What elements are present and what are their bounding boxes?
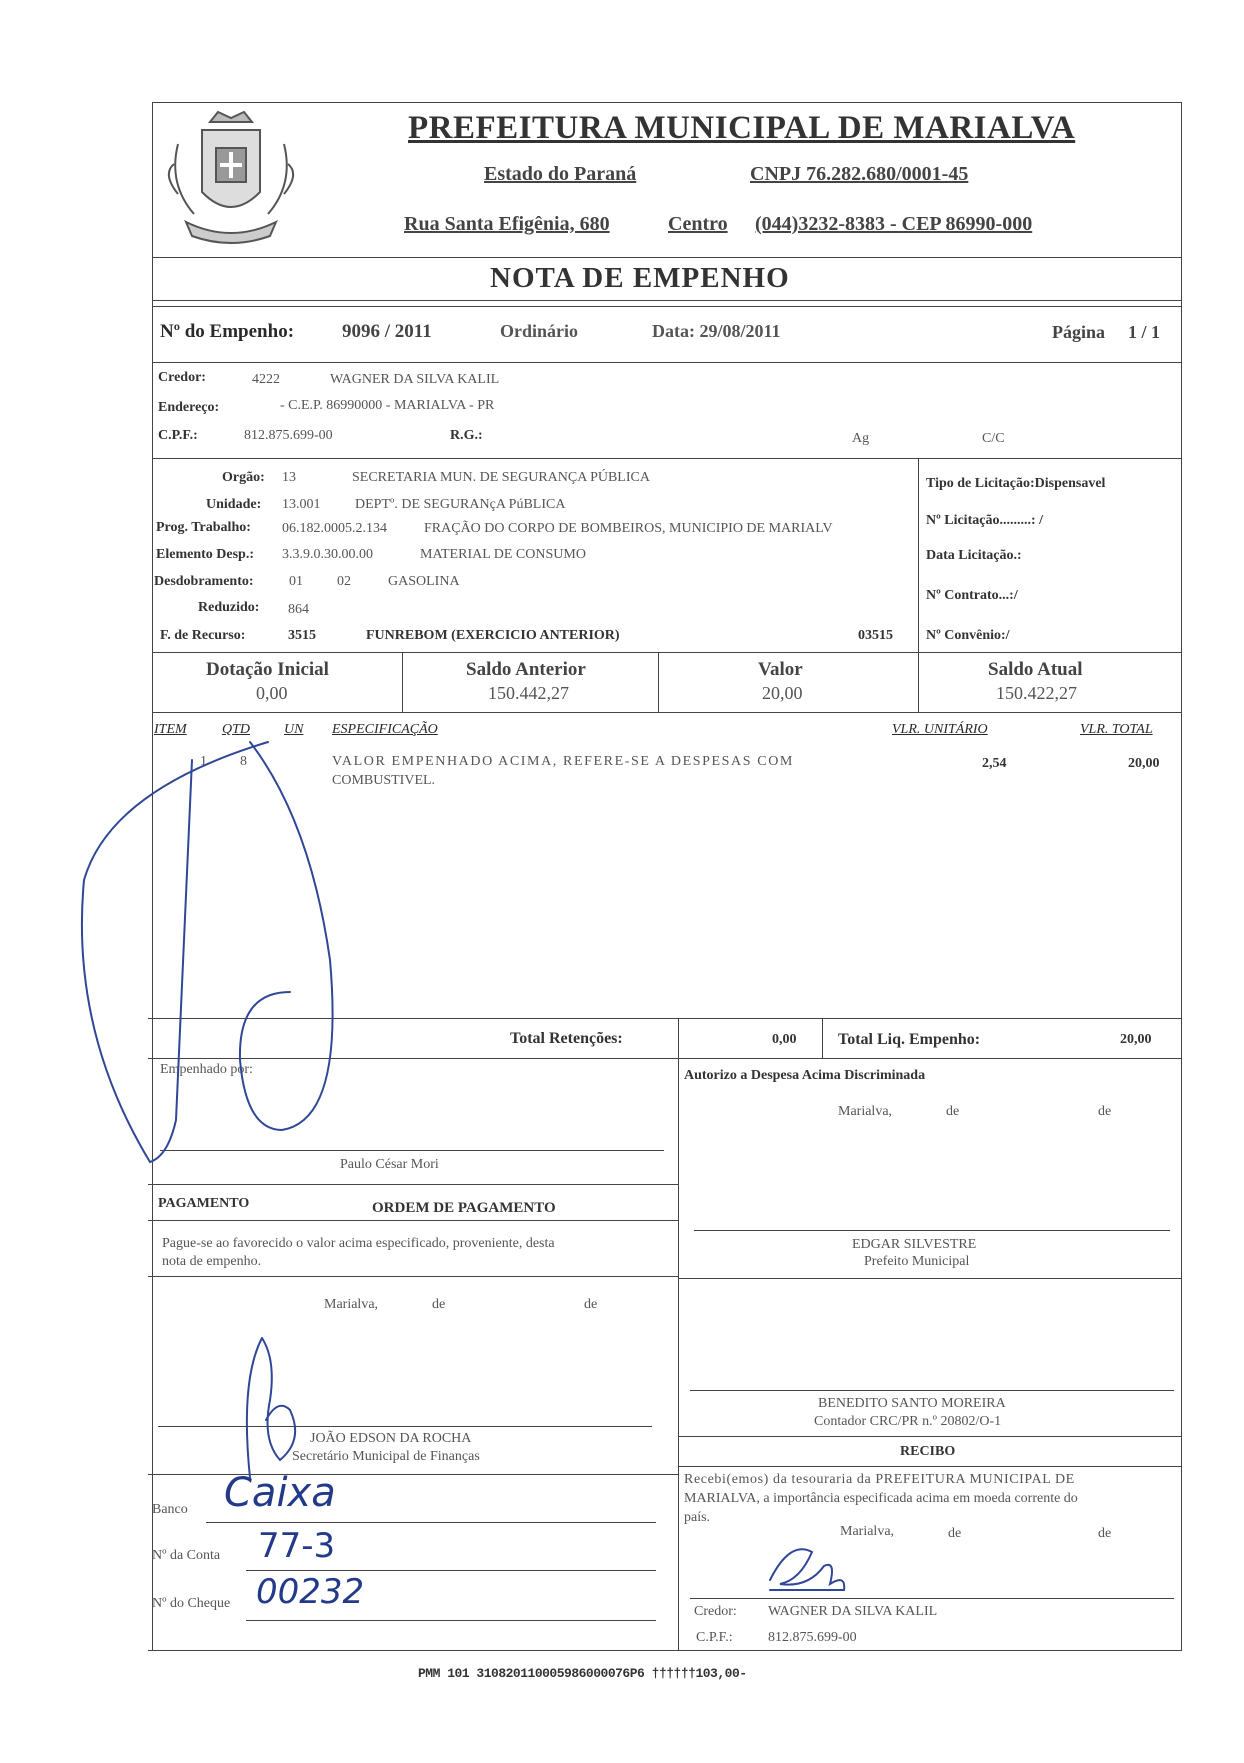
empenho-type: Ordinário — [500, 321, 579, 341]
recibo-credor: WAGNER DA SILVA KALIL — [768, 1604, 938, 1619]
cpf-label: C.P.F.: — [158, 428, 198, 443]
col-total: VLR. TOTAL — [1080, 722, 1153, 737]
recibo-credor-label: Credor: — [694, 1604, 737, 1619]
num-convenio: Nº Convênio:/ — [926, 628, 1010, 643]
tipo-licitacao: Tipo de Licitação:Dispensavel — [926, 476, 1106, 491]
pagamento-label: PAGAMENTO — [158, 1196, 250, 1211]
liq-label: Total Liq. Empenho: — [838, 1031, 981, 1048]
desdobramento-1: 01 — [289, 574, 303, 589]
autorizo-de2: de — [1098, 1104, 1112, 1119]
cheque-value: 00232 — [256, 1572, 365, 1612]
empenho-num: 9096 / 2011 — [342, 321, 432, 342]
recibo-text-2: MARIALVA, a importância especificada acima em moeda corrente do — [684, 1491, 1078, 1506]
data-licitacao: Data Licitação.: — [926, 548, 1022, 563]
retencoes-label: Total Retenções: — [510, 1030, 623, 1047]
saldo-dotacao-value: 0,00 — [256, 683, 288, 703]
contador-role: Contador CRC/PR n.º 20802/O-1 — [814, 1414, 1002, 1429]
address-label: Rua Santa Efigênia, 680 — [404, 213, 610, 235]
recurso-name: FUNREBOM (EXERCICIO ANTERIOR) — [366, 628, 620, 643]
recurso-code: 3515 — [288, 628, 316, 643]
saldo-dotacao-label: Dotação Inicial — [206, 659, 329, 680]
ordem-pagamento-label: ORDEM DE PAGAMENTO — [372, 1200, 556, 1216]
pagamento-de1: de — [432, 1297, 446, 1312]
banco-value: Caixa — [224, 1470, 336, 1516]
pagamento-de2: de — [584, 1297, 598, 1312]
prog-code: 06.182.0005.2.134 — [282, 521, 387, 536]
liq-value: 20,00 — [1120, 1032, 1152, 1047]
document-title: NOTA DE EMPENHO — [490, 262, 790, 294]
desdobramento-2: 02 — [337, 574, 351, 589]
saldo-anterior-label: Saldo Anterior — [466, 659, 586, 680]
elemento-label: Elemento Desp.: — [156, 547, 254, 562]
footer-code: PMM 101 310820110005986000076P6 ††††††103,00- — [418, 1666, 747, 1681]
desdobramento-name: GASOLINA — [388, 574, 460, 589]
recibo-text-3: país. — [684, 1510, 711, 1525]
num-contrato: Nº Contrato...:/ — [926, 588, 1018, 603]
cnpj-label: CNPJ 76.282.680/0001-45 — [750, 163, 969, 185]
prog-name: FRAÇÃO DO CORPO DE BOMBEIROS, MUNICIPIO DE MARIALV — [424, 521, 833, 536]
endereco-label: Endereço: — [158, 400, 220, 415]
phone-cep-label: (044)3232-8383 - CEP 86990-000 — [755, 213, 1033, 235]
reduzido-label: Reduzido: — [198, 600, 260, 615]
orgao-code: 13 — [282, 470, 296, 485]
recibo-label: RECIBO — [900, 1444, 956, 1459]
credor-name: WAGNER DA SILVA KALIL — [330, 372, 500, 387]
reduzido-value: 864 — [288, 602, 309, 617]
elemento-name: MATERIAL DE CONSUMO — [420, 547, 586, 562]
banco-label: Banco — [152, 1502, 188, 1517]
prefeito-role: Prefeito Municipal — [864, 1254, 970, 1269]
cheque-label: Nº do Cheque — [152, 1596, 231, 1611]
unidade-code: 13.001 — [282, 497, 321, 512]
page-number: 1 / 1 — [1128, 322, 1161, 342]
saldo-valor-label: Valor — [758, 659, 803, 680]
col-qtd: QTD — [222, 722, 251, 737]
row-qtd: 8 — [240, 754, 247, 769]
orgao-label: Orgão: — [222, 470, 265, 485]
secretario-name: JOÃO EDSON DA ROCHA — [310, 1431, 472, 1446]
row-item: 1 — [200, 754, 207, 769]
coat-of-arms-icon — [158, 104, 304, 250]
elemento-code: 3.3.9.0.30.00.00 — [282, 547, 373, 562]
col-item: ITEM — [154, 722, 187, 737]
saldo-atual-value: 150.422,27 — [996, 683, 1077, 703]
autorizo-place: Marialva, — [838, 1104, 893, 1119]
retencoes-value: 0,00 — [772, 1032, 797, 1047]
empenho-date: Data: 29/08/2011 — [652, 321, 781, 341]
empenhado-label: Empenhado por: — [160, 1062, 253, 1077]
cpf-value: 812.875.699-00 — [244, 428, 333, 443]
empenho-num-label: Nº do Empenho: — [160, 321, 295, 342]
secretario-role: Secretário Municipal de Finanças — [292, 1449, 480, 1464]
desdobramento-label: Desdobramento: — [154, 574, 254, 589]
endereco-value: - C.E.P. 86990000 - MARIALVA - PR — [280, 398, 495, 413]
ag-label: Ag — [852, 431, 870, 446]
autorizo-de1: de — [946, 1104, 960, 1119]
recibo-place: Marialva, — [840, 1524, 895, 1539]
cc-label: C/C — [982, 431, 1005, 446]
saldo-anterior-value: 150.442,27 — [488, 683, 569, 703]
row-total: 20,00 — [1128, 756, 1160, 771]
unidade-name: DEPTº. DE SEGURANçA PúBLICA — [355, 497, 566, 512]
state-label: Estado do Paraná — [484, 163, 637, 185]
conta-label: Nº da Conta — [152, 1548, 221, 1563]
unidade-label: Unidade: — [206, 497, 262, 512]
recibo-cpf: 812.875.699-00 — [768, 1630, 857, 1645]
autorizo-label: Autorizo a Despesa Acima Discriminada — [684, 1068, 926, 1083]
recibo-text-1: Recebi(emos) da tesouraria da PREFEITURA MUNICIPAL DE — [684, 1472, 1075, 1487]
pagamento-text-2: nota de empenho. — [162, 1254, 262, 1269]
page-label: Página — [1052, 322, 1106, 342]
rg-label: R.G.: — [450, 428, 483, 443]
prefeitura-title: PREFEITURA MUNICIPAL DE MARIALVA — [408, 110, 1076, 146]
col-spec: ESPECIFICAÇÃO — [332, 722, 438, 737]
credor-label: Credor: — [158, 370, 206, 385]
recurso-label: F. de Recurso: — [160, 628, 246, 643]
row-spec-1: VALOR EMPENHADO ACIMA, REFERE-SE A DESPESAS COM — [332, 754, 794, 769]
recibo-de1: de — [948, 1526, 962, 1541]
pagamento-place: Marialva, — [324, 1297, 379, 1312]
district-label: Centro — [668, 213, 728, 235]
contador-name: BENEDITO SANTO MOREIRA — [818, 1396, 1006, 1411]
row-spec-2: COMBUSTIVEL. — [332, 773, 436, 788]
prog-label: Prog. Trabalho: — [156, 520, 251, 535]
credor-code: 4222 — [252, 372, 280, 387]
row-unit: 2,54 — [982, 756, 1007, 771]
conta-value: 77-3 — [258, 1526, 336, 1566]
orgao-name: SECRETARIA MUN. DE SEGURANÇA PÚBLICA — [352, 470, 650, 485]
recibo-de2: de — [1098, 1526, 1112, 1541]
col-unit: VLR. UNITÁRIO — [892, 722, 988, 737]
prefeito-name: EDGAR SILVESTRE — [852, 1237, 977, 1252]
pagamento-text-1: Pague-se ao favorecido o valor acima especificado, proveniente, desta — [162, 1236, 555, 1251]
saldo-valor-value: 20,00 — [762, 683, 803, 703]
num-licitacao: Nº Licitação.........: / — [926, 513, 1043, 528]
recibo-cpf-label: C.P.F.: — [696, 1630, 733, 1645]
saldo-atual-label: Saldo Atual — [988, 659, 1083, 680]
empenhado-name: Paulo César Mori — [340, 1157, 439, 1172]
recurso-num: 03515 — [858, 628, 893, 643]
col-un: UN — [284, 722, 304, 737]
